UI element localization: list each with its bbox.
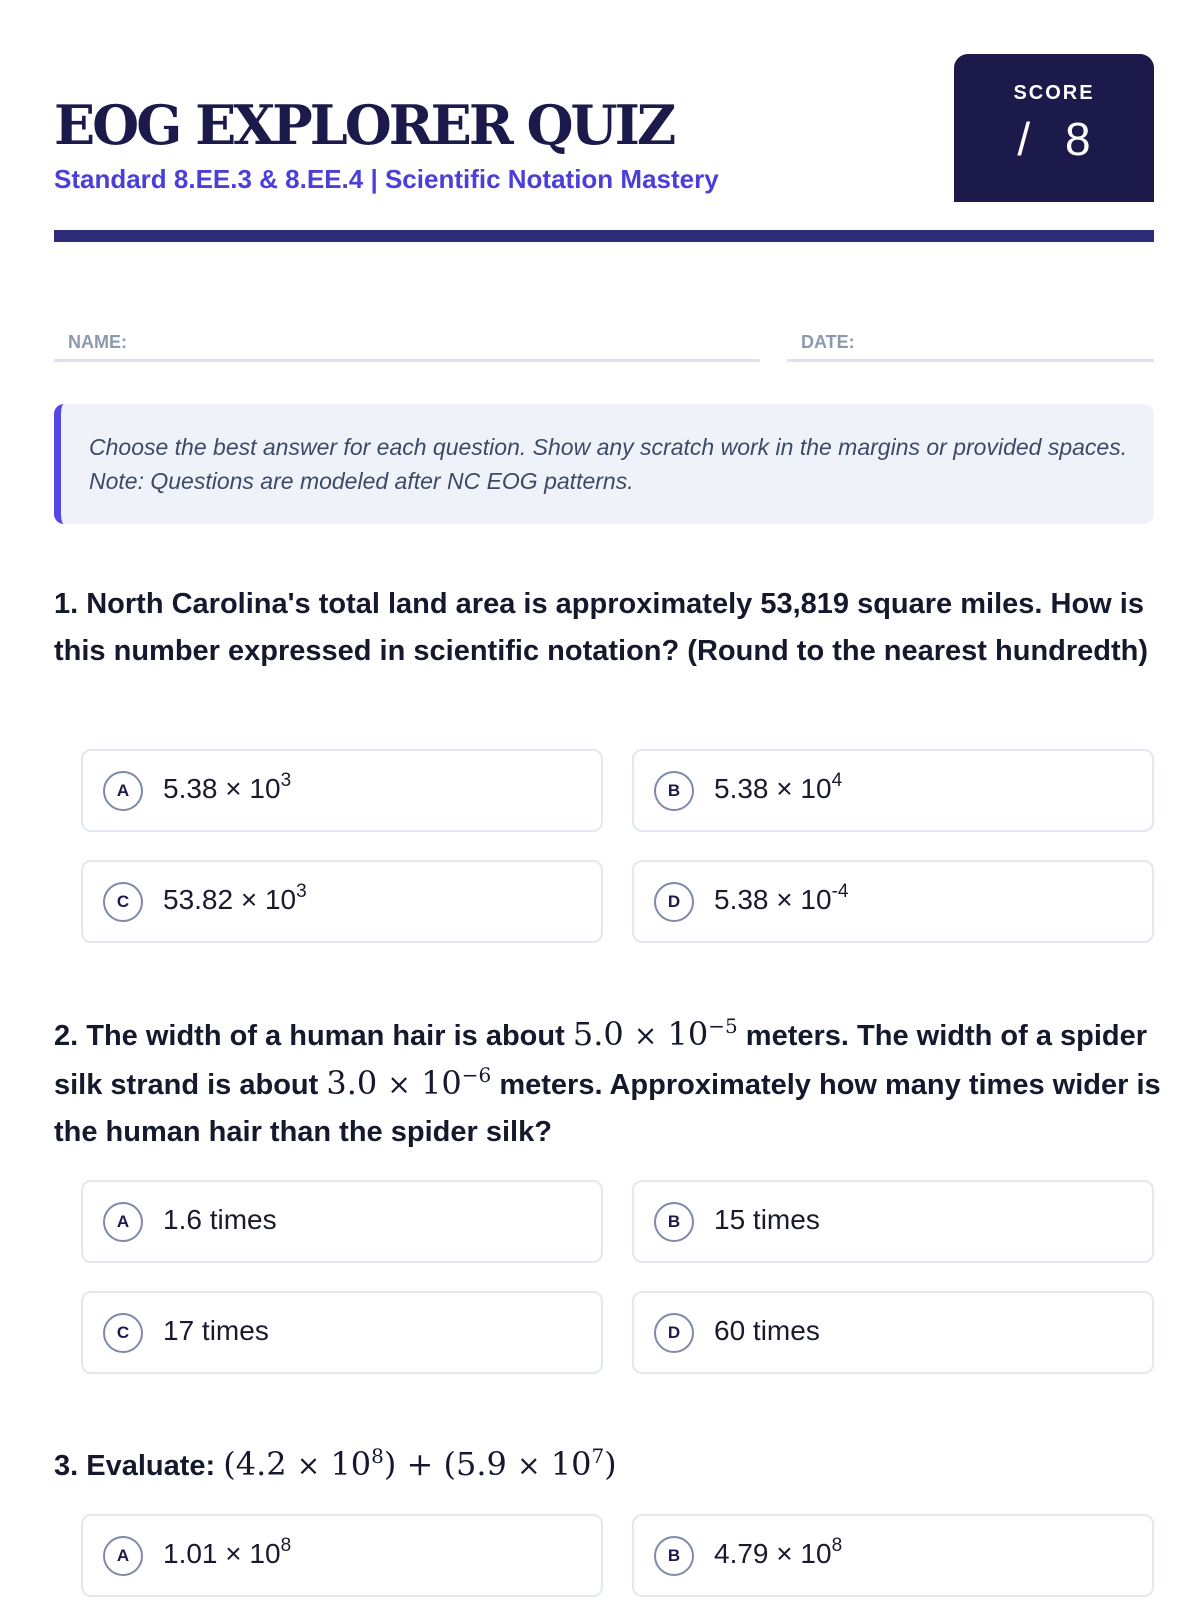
math-expression: $3.0 \times 10^{-6}$ <box>326 1063 492 1102</box>
option-text: $53.82 \times 10^3$ <box>163 881 307 915</box>
name-field[interactable] <box>54 318 760 362</box>
option-text: $5.38 \times 10^{-4}$ <box>714 881 849 915</box>
date-field[interactable] <box>787 318 1154 362</box>
math-expression: $(4.2 \times 10^8) + (5.9 \times 10^7)$ <box>223 1444 617 1483</box>
q1-option-d[interactable] <box>632 860 1154 943</box>
option-letter: B <box>654 1202 694 1242</box>
date-label: DATE: <box>801 332 855 352</box>
page-title: EOG EXPLORER QUIZ <box>54 93 674 157</box>
option-text: 15 times <box>714 1204 820 1235</box>
option-text: 60 times <box>714 1315 820 1346</box>
instructions-box: Choose the best answer for each question. Show any scratch work in the margins or provided spaces. Note: Questions are modeled after NC EOG patterns. <box>54 404 1154 524</box>
score-value: / 8 <box>1017 113 1091 165</box>
option-letter: B <box>654 1536 694 1576</box>
q2-option-b[interactable] <box>632 1180 1154 1263</box>
option-text: 1.6 times <box>163 1204 277 1235</box>
quiz-header <box>54 54 1154 242</box>
q2-option-a[interactable] <box>81 1180 603 1263</box>
option-text: 17 times <box>163 1315 269 1346</box>
q2-option-d[interactable] <box>632 1291 1154 1374</box>
q3-option-b[interactable] <box>632 1514 1154 1597</box>
q1-option-a[interactable] <box>81 749 603 832</box>
q1-option-b[interactable] <box>632 749 1154 832</box>
score-box <box>954 54 1154 202</box>
q2-option-c[interactable] <box>81 1291 603 1374</box>
page-subtitle: Standard 8.EE.3 & 8.EE.4 | Scientific Notation Mastery <box>54 164 719 194</box>
option-text: $5.38 \times 10^4$ <box>714 770 843 804</box>
option-letter: D <box>654 882 694 922</box>
option-letter: B <box>654 771 694 811</box>
q3-option-a[interactable] <box>81 1514 603 1597</box>
option-letter: C <box>103 1313 143 1353</box>
name-label: NAME: <box>68 332 127 352</box>
question-2: 2. The width of a human hair is about $5.0 \times 10^{-5}$ meters. The width of a spider silk strand is about $3.0 \times 10^{-6}$ meters. Approximately how many times wider is the human hair than the spider silk? <box>54 1014 1161 1148</box>
option-text: $5.38 \times 10^3$ <box>163 770 292 804</box>
option-letter: A <box>103 771 143 811</box>
option-letter: A <box>103 1202 143 1242</box>
question-1: 1. North Carolina's total land area is approximately 53,819 square miles. How is this number expressed in scientific notation? (Round to the nearest hundredth) <box>54 588 1149 667</box>
score-label: SCORE <box>1013 82 1095 104</box>
header-divider <box>54 230 1154 242</box>
option-letter: A <box>103 1536 143 1576</box>
q1-option-c[interactable] <box>81 860 603 943</box>
option-letter: D <box>654 1313 694 1353</box>
option-text: $4.79 \times 10^8$ <box>714 1535 843 1569</box>
option-text: $1.01 \times 10^8$ <box>163 1535 292 1569</box>
math-expression: $5.0 \times 10^{-5}$ <box>572 1014 738 1053</box>
option-letter: C <box>103 882 143 922</box>
question-3: 3. Evaluate: $(4.2 \times 10^8) + (5.9 \times 10^7)$ <box>54 1444 617 1483</box>
